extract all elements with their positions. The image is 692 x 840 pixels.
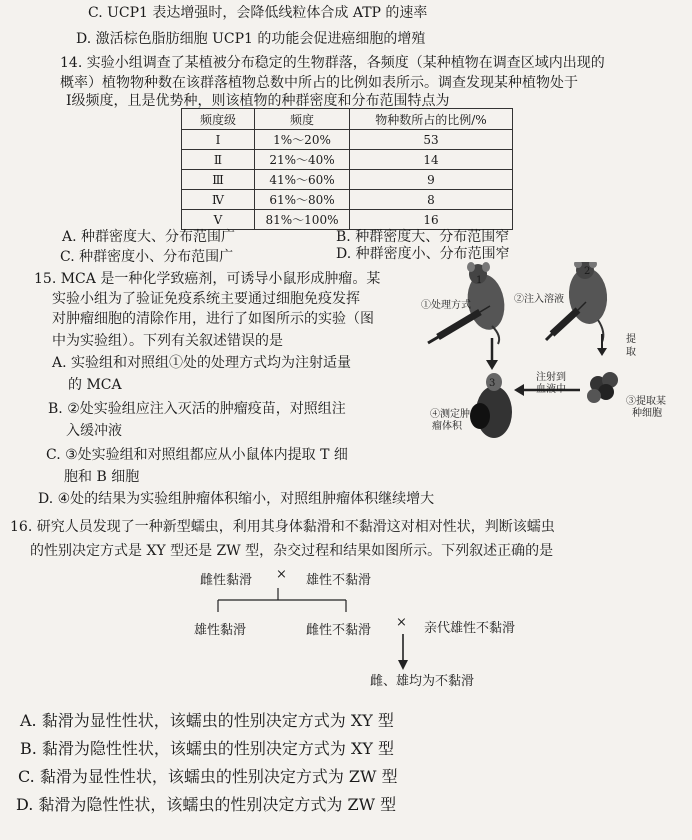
q15-stem-line3: 对肿瘤细胞的清除作用，进行了如图所示的实验（图 <box>52 311 374 327</box>
table-cell: Ⅳ <box>182 190 255 210</box>
table-header: 频度级 <box>182 109 255 130</box>
label-inject-solution: ②注入溶液 <box>514 294 564 305</box>
q16-option-b: B. 黏滑为隐性性状，该蠕虫的性别决定方式为 XY 型 <box>20 739 395 758</box>
table-cell: 41%～60% <box>255 170 350 190</box>
label-inject-blood-1: 注射到 <box>536 372 566 383</box>
q14-stem-line1: 14. 实验小组调查了某植被分布稳定的生物群落，各频度（某种植物在调查区域内出现的 <box>60 55 605 71</box>
q16-option-a: A. 黏滑为显性性状，该蠕虫的性别决定方式为 XY 型 <box>20 711 394 730</box>
q15-stem-line2: 实验小组为了验证免疫系统主要通过细胞免疫发挥 <box>52 291 360 307</box>
q15-stem-line4: 中为实验组）。下列有关叙述错误的是 <box>52 333 283 349</box>
table-cell: 9 <box>350 170 513 190</box>
table-header: 物种数所占的比例/% <box>350 109 513 130</box>
table-cell: Ⅱ <box>182 150 255 170</box>
cross-times-1: × <box>276 567 287 582</box>
table-cell: Ⅰ <box>182 130 255 150</box>
mouse-3-number: 3 <box>489 378 496 389</box>
f1-female-nonslimy: 雌性不黏滑 <box>306 623 372 638</box>
cross-times-2: × <box>396 615 407 630</box>
table-cell: 21%～40% <box>255 150 350 170</box>
q14-stem-line2: 概率）植物物种数在该群落植物总数中所占的比例如表所示。调查发现某种植物处于 <box>60 75 578 91</box>
label-tumor-1: ④测定肿 <box>430 409 470 420</box>
extracted-cells-icon <box>587 372 618 403</box>
q15-option-c-line2: 胞和 B 细胞 <box>64 469 140 485</box>
f1-male-slimy: 雄性黏滑 <box>194 623 247 638</box>
offspring-result: 雌、雄均为不黏滑 <box>370 674 475 689</box>
q14-option-b: B. 种群密度大、分布范围窄 <box>336 229 510 245</box>
table-header-row <box>182 109 513 130</box>
table-cell: 1%～20% <box>255 130 350 150</box>
q15-option-b-line2: 入缓冲液 <box>66 423 122 439</box>
label-tumor-2: 瘤体积 <box>432 421 462 432</box>
parent-male-nonslimy: 亲代雄性不黏滑 <box>424 621 516 636</box>
arrow-down-icon <box>486 338 498 370</box>
table-cell: 53 <box>350 130 513 150</box>
table-row <box>182 150 513 170</box>
label-extract-cells-1: ③提取某 <box>626 396 666 407</box>
table-cell: 14 <box>350 150 513 170</box>
q15-option-c-line1: C. ③处实验组和对照组都应从小鼠体内提取 T 细 <box>46 447 348 463</box>
cross-male-nonslimy: 雄性不黏滑 <box>306 573 372 588</box>
frequency-table <box>181 108 513 230</box>
label-inject-blood-2: 血液中 <box>536 384 566 395</box>
table-row <box>182 190 513 210</box>
q14-option-a: A. 种群密度大、分布范围广 <box>62 229 236 245</box>
q15-option-b-line1: B. ②处实验组应注入灭活的肿瘤疫苗，对照组注 <box>48 401 346 417</box>
q13-option-c: C. UCP1 表达增强时，会降低线粒体合成 ATP 的速率 <box>88 5 428 21</box>
table-cell: 16 <box>350 210 513 230</box>
q14-stem-line3: Ⅰ级频度，且是优势种，则该植物的种群密度和分布范围特点为 <box>66 93 450 109</box>
table-row <box>182 130 513 150</box>
syringe-2-icon <box>546 302 586 340</box>
q15-option-a-line1: A. 实验组和对照组①处的处理方式均为注射适量 <box>52 355 352 371</box>
label-treatment: ①处理方式 <box>421 300 471 311</box>
label-extract-1: 提 <box>626 334 636 345</box>
extract-arrow-icon <box>597 334 607 356</box>
q16-option-d: D. 黏滑为隐性性状，该蠕虫的性别决定方式为 ZW 型 <box>16 795 397 814</box>
q14-option-d: D. 种群密度小、分布范围窄 <box>336 246 510 262</box>
mouse-1-number: 1 <box>476 275 483 286</box>
table-cell: Ⅲ <box>182 170 255 190</box>
table-cell: 8 <box>350 190 513 210</box>
label-extract-2: 取 <box>626 347 636 358</box>
q16-stem-line1: 16. 研究人员发现了一种新型蠕虫，利用其身体黏滑和不黏滑这对相对性状，判断该蠕虫 <box>10 519 555 535</box>
table-cell: Ⅴ <box>182 210 255 230</box>
table-cell: 81%～100% <box>255 210 350 230</box>
label-extract-cells-2: 种细胞 <box>632 408 662 419</box>
cross-lines <box>196 586 386 616</box>
q14-option-c: C. 种群密度小、分布范围广 <box>60 249 234 265</box>
q16-stem-line2: 的性别决定方式是 XY 型还是 ZW 型，杂交过程和结果如图所示。下列叙述正确的是 <box>30 543 554 559</box>
table-header: 频度 <box>255 109 350 130</box>
q15-option-a-line2: 的 MCA <box>68 377 122 393</box>
q15-stem-line1: 15. MCA 是一种化学致癌剂，可诱导小鼠形成肿瘤。某 <box>34 271 381 287</box>
cross-female-slimy: 雌性黏滑 <box>200 573 253 588</box>
mouse-2-number: 2 <box>584 266 591 277</box>
q13-option-d: D. 激活棕色脂肪细胞 UCP1 的功能会促进癌细胞的增殖 <box>76 31 426 47</box>
q15-option-d: D. ④处的结果为实验组肿瘤体积缩小，对照组肿瘤体积继续增大 <box>38 491 435 507</box>
table-cell: 61%～80% <box>255 190 350 210</box>
cross-arrow-icon <box>396 634 410 674</box>
q16-option-c: C. 黏滑为显性性状，该蠕虫的性别决定方式为 ZW 型 <box>18 767 398 786</box>
table-row <box>182 170 513 190</box>
